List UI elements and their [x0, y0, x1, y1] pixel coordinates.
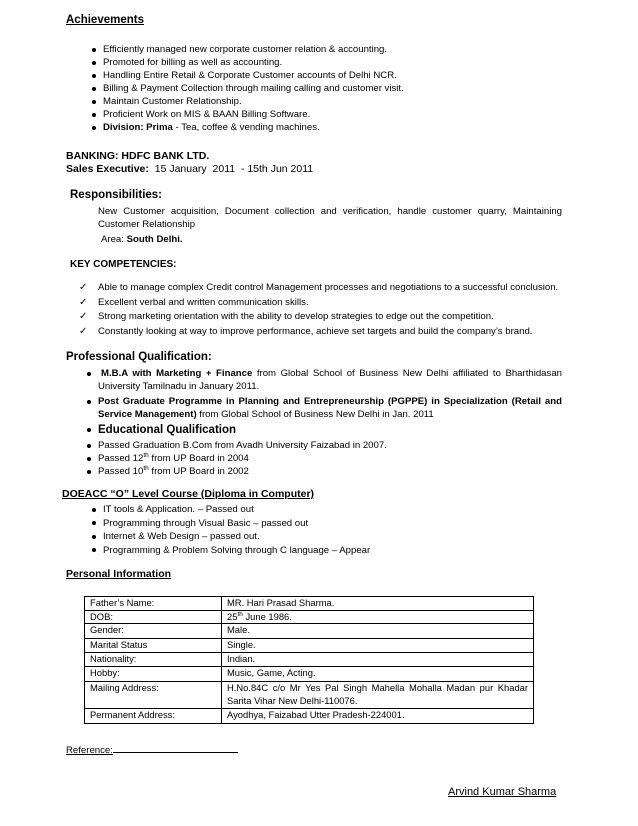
doeacc-list: [103, 503, 370, 557]
twelfth-pre: Passed 12: [98, 453, 144, 464]
personal-table: [84, 596, 534, 724]
hobby-label: Hobby:: [85, 667, 222, 682]
banking-role: [66, 163, 313, 176]
table-row: [85, 709, 534, 724]
role-dates: 15 January 2011 - 15th Jun 2011: [148, 163, 314, 175]
list-item: Programming & Problem Solving through C language – Appear: [103, 544, 371, 556]
twelfth-sup: th: [143, 451, 149, 459]
father-label: Father’s Name:: [85, 597, 222, 611]
nationality-value: Indian.: [222, 653, 534, 667]
reference-blank-line: [113, 743, 238, 753]
list-item: Internet & Web Design – passed out.: [103, 530, 370, 544]
list-item: ✓ Strong marketing orientation with the ability to develop strategies to edge out the competition.: [98, 310, 558, 325]
area-label: Area:: [101, 234, 127, 245]
list-item: [98, 465, 562, 478]
list-item: [103, 121, 404, 134]
list-item: IT tools & Application. – Passed out: [103, 503, 370, 517]
dob-label: DOB:: [85, 610, 222, 624]
marital-value: Single.: [222, 639, 534, 653]
list-item: Proficient Work on MIS & BAAN Billing Software.: [103, 108, 404, 121]
hobby-value: Music, Game, Acting.: [222, 667, 534, 682]
responsibilities-text: New Customer acquisition, Document collection and verification, handle customer quarry, Maintaining Customer Relationship: [98, 206, 562, 230]
list-item: [98, 423, 562, 439]
mailing-value: H.No.84C c/o Mr Yes Pal Singh Mahella Mohalla Madan pur Khadar Sarita Vihar New Delhi-110076.: [222, 682, 534, 709]
gender-label: Gender:: [85, 624, 222, 639]
reference-line: [66, 743, 238, 757]
list-item: ✓ Able to manage complex Credit control Management processes and negotiations to a successful conclusion.: [98, 281, 558, 296]
mailing-label: Mailing Address:: [85, 682, 222, 709]
signature-name: Arvind Kumar Sharma: [448, 786, 557, 798]
competencies-heading: KEY COMPETENCIES:: [70, 259, 177, 270]
role-label: Sales Executive:: [66, 163, 149, 175]
table-row: [85, 667, 534, 682]
table-row: [85, 624, 534, 639]
twelfth-post: from UP Board in 2004: [148, 453, 249, 464]
dob-pre: 25: [227, 610, 238, 622]
table-row: [85, 610, 534, 624]
banking-heading: BANKING: HDFC BANK LTD.: [66, 150, 210, 162]
tenth-sup: th: [143, 464, 149, 472]
reference-label: Reference:: [66, 745, 113, 756]
division-label: Division: Prima: [103, 122, 173, 133]
list-item: ✓ Excellent verbal and written communication skills.: [98, 296, 558, 311]
achievements-list: [103, 43, 404, 134]
table-row: [85, 639, 534, 653]
marital-label: Marital Status: [85, 639, 222, 653]
mba-title: M.B.A with Marketing + Finance: [101, 368, 253, 379]
achievements-heading: Achievements: [66, 14, 144, 26]
education-subheading: Educational Qualification: [98, 424, 237, 436]
division-text: - Tea, coffee & vending machines.: [172, 122, 320, 133]
area-value: South Delhi.: [126, 234, 183, 245]
list-item: [98, 395, 562, 421]
list-item: ✓ Constantly looking at way to improve performance, achieve set targets and build the company’s brand.: [98, 325, 558, 340]
list-item: Handling Entire Retail & Corporate Customer accounts of Delhi NCR.: [103, 69, 404, 82]
pgppe-text: from Global School of Business New Delhi in Jan. 2011: [196, 409, 434, 420]
list-item: Programming through Visual Basic – passed out: [103, 517, 370, 531]
permanent-label: Permanent Address:: [85, 709, 222, 724]
responsibilities-heading: Responsibilities:: [70, 189, 163, 201]
tenth-post: from UP Board in 2002: [148, 466, 249, 477]
table-row: [85, 653, 534, 667]
area-line: [101, 233, 183, 246]
qualification-list: [98, 367, 562, 478]
nationality-label: Nationality:: [85, 653, 222, 667]
table-row: [85, 682, 534, 709]
father-value: MR. Hari Prasad Sharma.: [222, 597, 534, 611]
list-item: Efficiently managed new corporate customer relation & accounting.: [103, 43, 404, 56]
list-item: Billing & Payment Collection through mailing calling and customer visit.: [103, 83, 404, 94]
list-item: [98, 452, 562, 465]
dob-value: [222, 610, 534, 624]
dob-post: June 1986.: [242, 610, 292, 622]
mba-text: from Global School of Business New Delhi affiliated to Bharthidasan University Tamilnadu in January 2011.: [98, 368, 562, 392]
list-item: [98, 367, 562, 393]
list-item: Promoted for billing as well as accounting.: [103, 56, 404, 69]
pgppe-title: Post Graduate Programme in Planning and Entrepreneurship (PGPPE) in Specialization (Retail and Service Management): [98, 396, 562, 420]
gender-value: Male.: [222, 624, 534, 639]
doeacc-heading: DOEACC “O” Level Course (Diploma in Computer): [62, 488, 315, 500]
permanent-value: Ayodhya, Faizabad Utter Pradesh-224001.: [222, 709, 534, 724]
qualification-heading: Professional Qualification:: [66, 351, 212, 363]
competencies-list: [98, 281, 558, 339]
table-row: [85, 597, 534, 611]
dob-sup: th: [237, 610, 243, 618]
list-item: Passed Graduation B.Com from Avadh University Faizabad in 2007.: [98, 439, 562, 452]
personal-heading: Personal Information: [66, 568, 172, 580]
list-item: Maintain Customer Relationship.: [103, 95, 404, 108]
tenth-pre: Passed 10: [98, 466, 144, 477]
